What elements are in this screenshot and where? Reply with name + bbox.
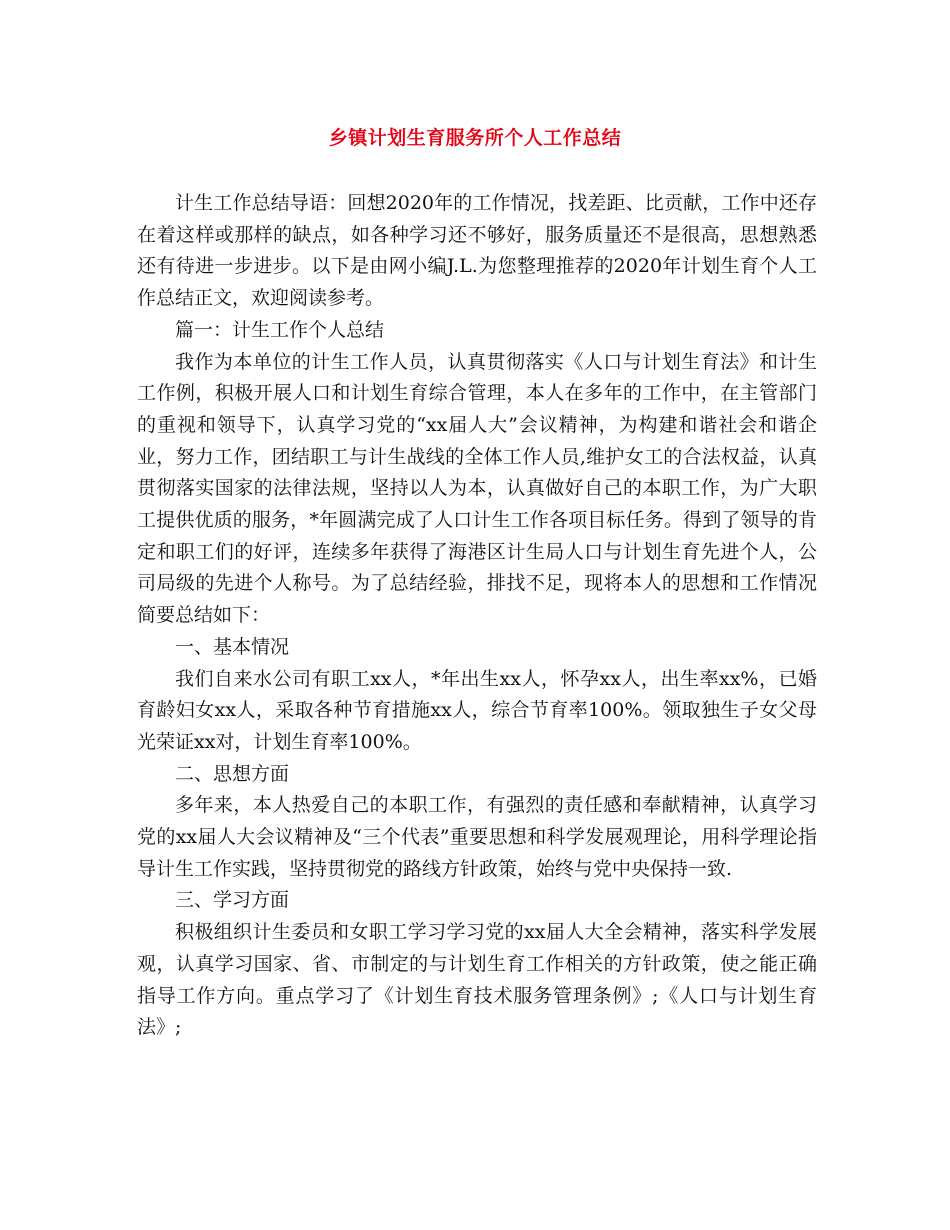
paragraph-thought: 多年来，本人热爱自己的本职工作，有强烈的责任感和奉献精神，认真学习党的xx届人大会议精神及“三个代表”重要思想和科学发展观理论，用科学理论指导计生工作实践，坚持贯彻党的路线方针政策，始终与党中央保持一致. <box>137 794 817 880</box>
document-body <box>137 188 817 1044</box>
section-heading-part-one: 篇一：计生工作个人总结 <box>175 318 385 341</box>
document-title: 乡镇计划生育服务所个人工作总结 <box>328 127 622 149</box>
paragraph-intro: 计生工作总结导语：回想2020年的工作情况，找差距、比贡献，工作中还存在着这样或那样的缺点，如各种学习还不够好，服务质量还不是很高，思想熟悉还有待进一步进步。以下是由网小编J.L.为您整理推荐的2020年计划生育个人工作总结正文，欢迎阅读参考。 <box>137 192 817 310</box>
section-heading-basic-situation: 一、基本情况 <box>175 635 290 658</box>
section-heading-thought: 二、思想方面 <box>175 762 290 785</box>
paragraph-basic-situation: 我们自来水公司有职工xx人，*年出生xx人，怀孕xx人，出生率xx%，已婚育龄妇女xx人，采取各种节育措施xx人，综合节育率100%。领取独生子女父母光荣证xx对，计划生育率100%。 <box>137 667 817 753</box>
paragraph-study: 积极组织计生委员和女职工学习学习党的xx届人大全会精神，落实科学发展观，认真学习国家、省、市制定的与计划生育工作相关的方针政策，使之能正确指导工作方向。重点学习了《计划生育技术服务管理条例》;《人口与计划生育法》; <box>137 921 817 1039</box>
section-heading-study: 三、学习方面 <box>175 889 290 912</box>
paragraph-summary: 我作为本单位的计生工作人员，认真贯彻落实《人口与计划生育法》和计生工作例，积极开展人口和计划生育综合管理，本人在多年的工作中，在主管部门的重视和领导下，认真学习党的“xx届人大”会议精神，为构建和谐社会和谐企业，努力工作，团结职工与计生战线的全体工作人员,维护女工的合法权益，认真贯彻落实国家的法律法规，坚持以人为本，认真做好自己的本职工作，为广大职工提供优质的服务，*年圆满完成了人口计生工作各项目标任务。得到了领导的肯定和职工们的好评，连续多年获得了海港区计生局人口与计划生育先进个人，公司局级的先进个人称号。为了总结经验，排找不足，现将本人的思想和工作情况简要总结如下： <box>137 350 817 627</box>
